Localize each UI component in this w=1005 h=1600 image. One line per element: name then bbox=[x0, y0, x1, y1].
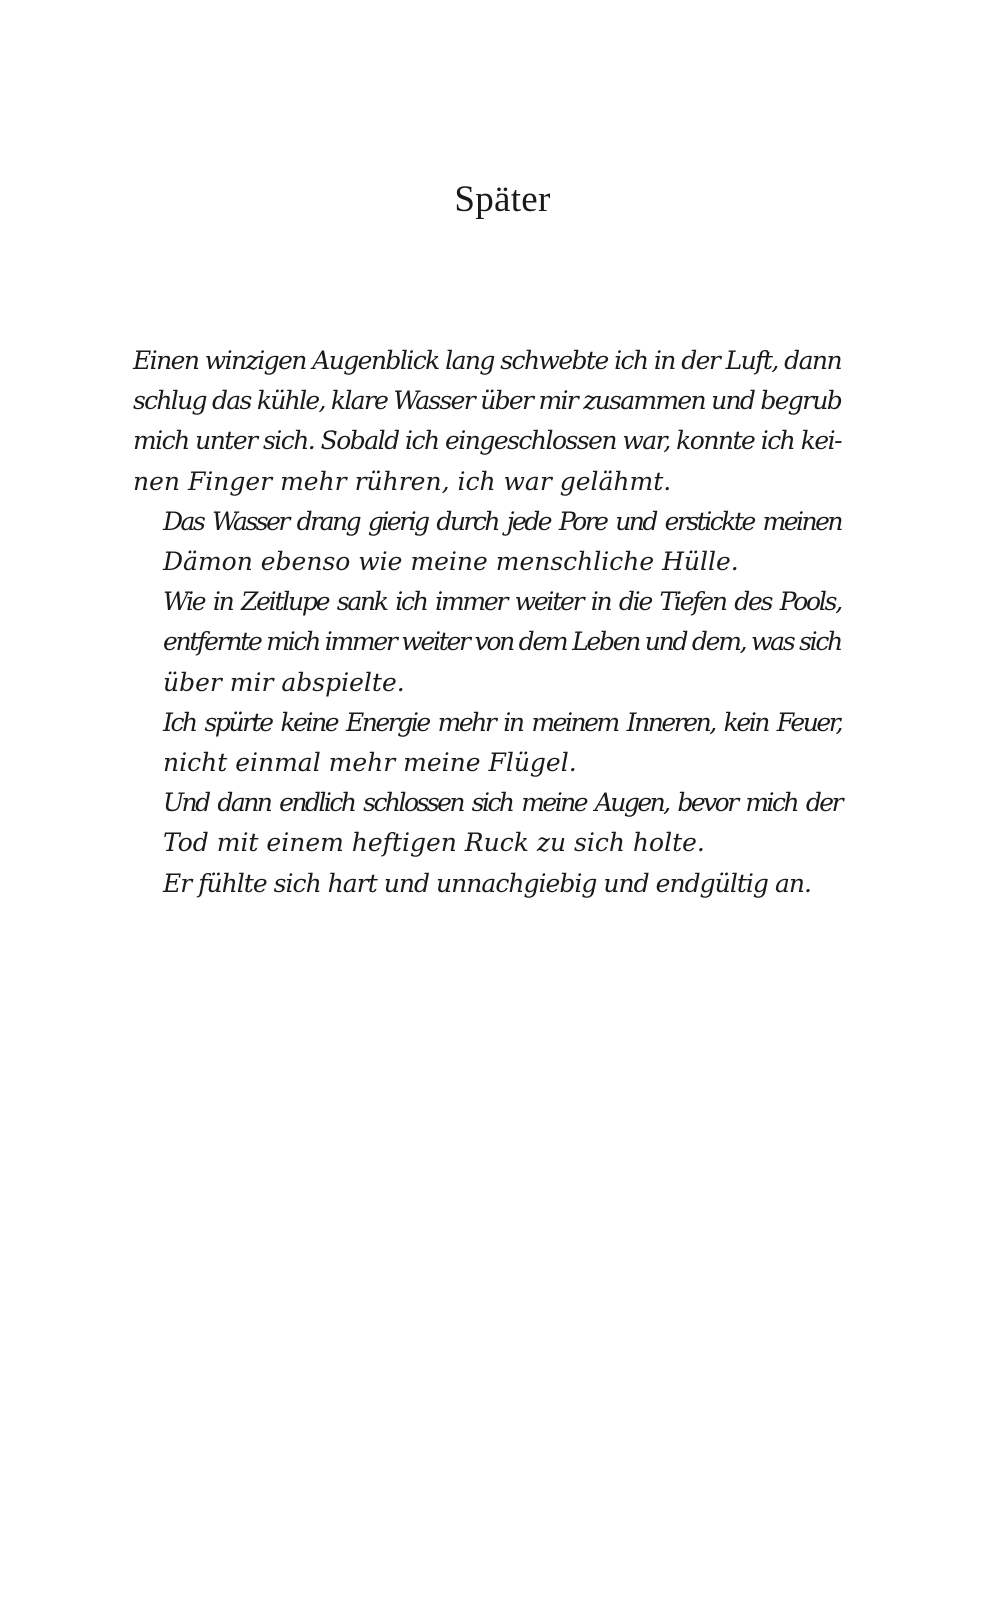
paragraph bbox=[133, 864, 841, 904]
text-line: Tod mit einem heftigen Ruck zu sich holte. bbox=[163, 828, 705, 858]
text-line: nicht einmal mehr meine Flügel. bbox=[163, 748, 577, 778]
text-line: mich unter sich. Sobald ich eingeschlossen war, konnte ich kei- bbox=[133, 426, 841, 456]
text-line: Wie in Zeitlupe sank ich immer weiter in die Tiefen des Pools, bbox=[163, 587, 841, 617]
text-line: Und dann endlich schlossen sich meine Augen, bevor mich der bbox=[163, 788, 841, 818]
paragraph bbox=[133, 502, 841, 582]
chapter-body bbox=[133, 341, 841, 904]
text-line: Das Wasser drang gierig durch jede Pore und erstickte meinen bbox=[163, 506, 841, 536]
text-line: schlug das kühle, klare Wasser über mir zusammen und begrub bbox=[133, 386, 841, 416]
text-line: nen Finger mehr rühren, ich war gelähmt. bbox=[133, 466, 672, 496]
paragraph bbox=[133, 783, 841, 863]
text-line: entfernte mich immer weiter von dem Leben und dem, was sich bbox=[163, 627, 841, 657]
text-line: über mir abspielte. bbox=[163, 667, 405, 697]
text-line: Er fühlte sich hart und unnachgiebig und endgültig an. bbox=[163, 868, 811, 898]
text-line: Dämon ebenso wie meine menschliche Hülle. bbox=[163, 547, 739, 577]
text-line: Einen winzigen Augenblick lang schwebte ich in der Luft, dann bbox=[133, 346, 841, 375]
text-line: Ich spürte keine Energie mehr in meinem Inneren, kein Feuer, bbox=[163, 707, 841, 737]
paragraph bbox=[133, 341, 841, 502]
chapter-title: Später bbox=[454, 179, 551, 220]
paragraph bbox=[133, 582, 841, 703]
paragraph bbox=[133, 703, 841, 783]
